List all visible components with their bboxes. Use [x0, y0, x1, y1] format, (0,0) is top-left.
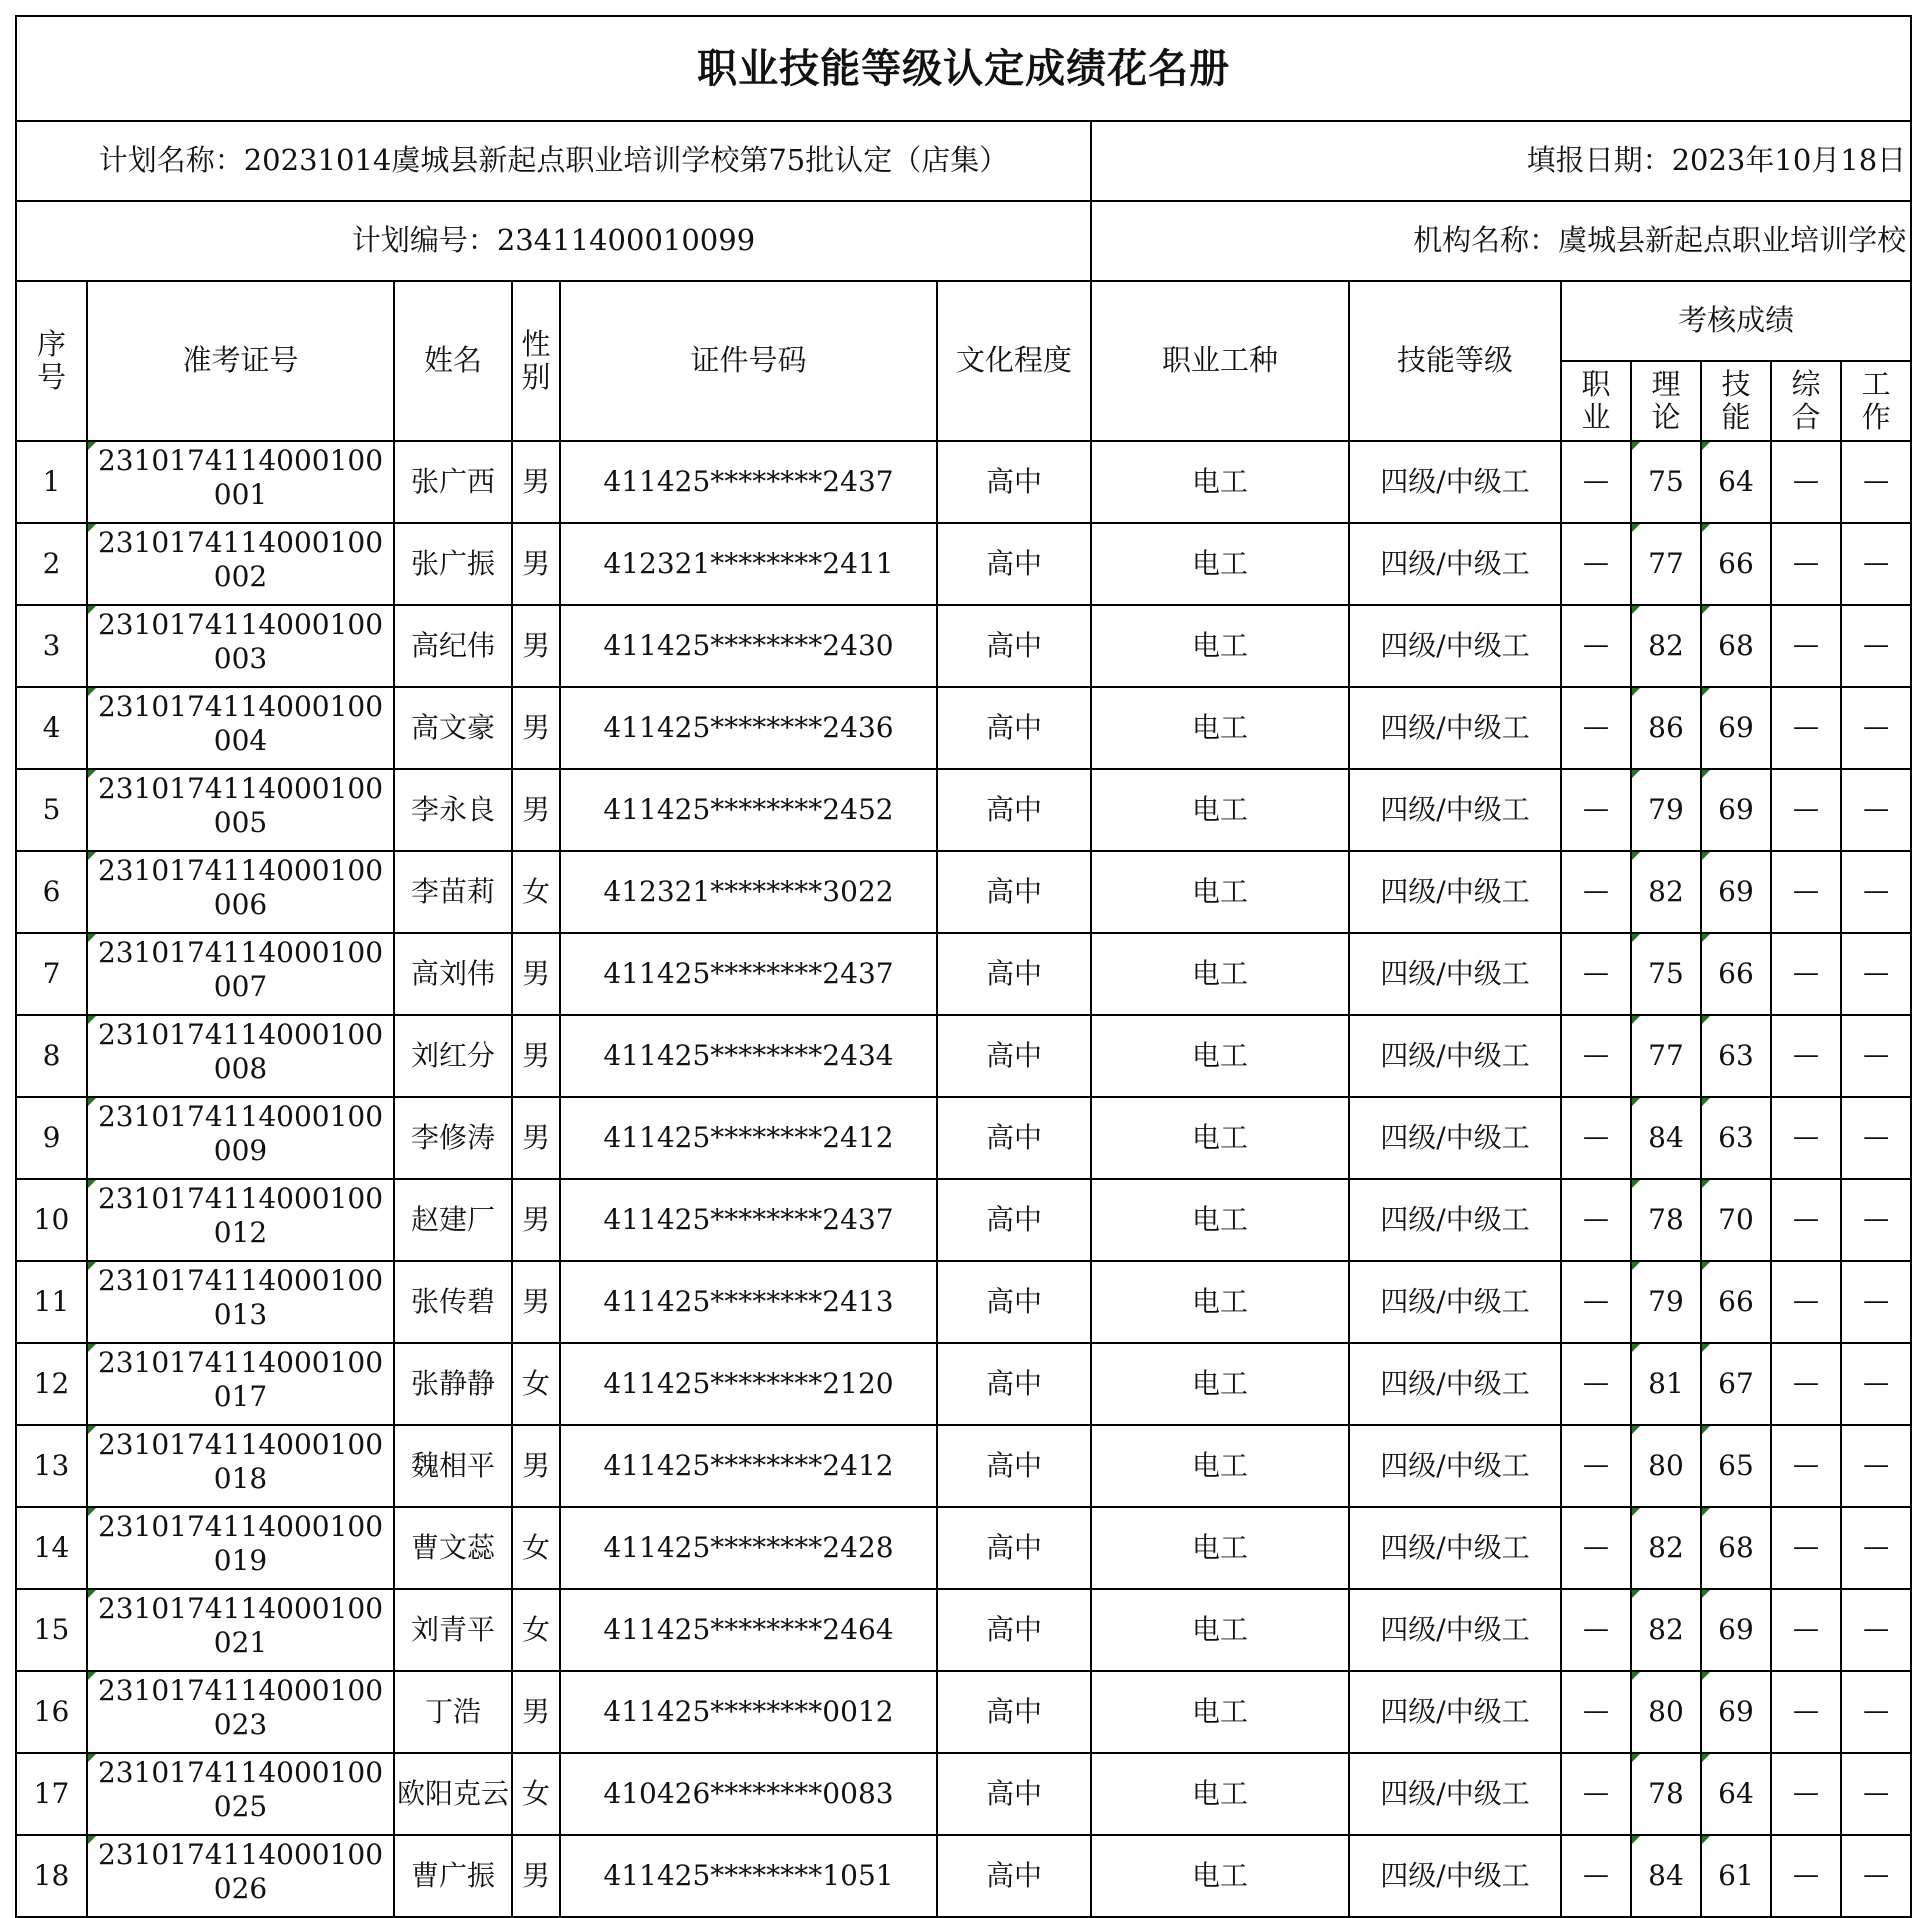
- row-admit-no: 2310174114000100007: [87, 933, 394, 1015]
- table-row: [16, 933, 1911, 1015]
- row-seq: 4: [16, 687, 87, 769]
- row-education: 高中: [937, 687, 1091, 769]
- header-score-work: 工作: [1841, 361, 1911, 441]
- row-id-no: 411425********2452: [560, 769, 937, 851]
- row-score-theory: 79: [1631, 1261, 1701, 1343]
- row-skill-level: 四级/中级工: [1349, 1179, 1561, 1261]
- row-score-skill: 69: [1701, 687, 1771, 769]
- row-score-work: —: [1841, 1343, 1911, 1425]
- row-skill-level: 四级/中级工: [1349, 1097, 1561, 1179]
- row-score-comprehensive: —: [1771, 605, 1841, 687]
- table-row: [16, 1343, 1911, 1425]
- row-id-no: 411425********2412: [560, 1097, 937, 1179]
- row-occupation: 电工: [1091, 1671, 1349, 1753]
- row-score-professional: —: [1561, 441, 1631, 523]
- row-name: 刘红分: [394, 1015, 512, 1097]
- row-score-work: —: [1841, 1753, 1911, 1835]
- row-seq: 13: [16, 1425, 87, 1507]
- row-score-theory: 77: [1631, 523, 1701, 605]
- row-occupation: 电工: [1091, 523, 1349, 605]
- row-score-skill: 68: [1701, 605, 1771, 687]
- row-score-comprehensive: —: [1771, 933, 1841, 1015]
- row-score-skill: 64: [1701, 441, 1771, 523]
- row-admit-no: 2310174114000100017: [87, 1343, 394, 1425]
- table-row: [16, 769, 1911, 851]
- row-skill-level: 四级/中级工: [1349, 1015, 1561, 1097]
- row-score-theory: 82: [1631, 1589, 1701, 1671]
- row-education: 高中: [937, 1179, 1091, 1261]
- row-seq: 8: [16, 1015, 87, 1097]
- institution-name: 机构名称：虞城县新起点职业培训学校: [1091, 201, 1911, 281]
- row-seq: 3: [16, 605, 87, 687]
- row-skill-level: 四级/中级工: [1349, 1753, 1561, 1835]
- row-name: 魏相平: [394, 1425, 512, 1507]
- row-education: 高中: [937, 1589, 1091, 1671]
- row-occupation: 电工: [1091, 1015, 1349, 1097]
- row-score-skill: 63: [1701, 1097, 1771, 1179]
- row-seq: 11: [16, 1261, 87, 1343]
- row-score-skill: 64: [1701, 1753, 1771, 1835]
- row-education: 高中: [937, 1753, 1091, 1835]
- header-score-comprehensive: 综合: [1771, 361, 1841, 441]
- row-occupation: 电工: [1091, 605, 1349, 687]
- row-score-skill: 69: [1701, 851, 1771, 933]
- row-education: 高中: [937, 523, 1091, 605]
- row-id-no: 411425********1051: [560, 1835, 937, 1917]
- row-score-comprehensive: —: [1771, 1425, 1841, 1507]
- row-name: 张传碧: [394, 1261, 512, 1343]
- table-row: [16, 1671, 1911, 1753]
- row-gender: 男: [512, 1179, 560, 1261]
- header-admit-no: 准考证号: [87, 281, 394, 441]
- row-score-professional: —: [1561, 1671, 1631, 1753]
- row-admit-no: 2310174114000100023: [87, 1671, 394, 1753]
- row-score-theory: 82: [1631, 1507, 1701, 1589]
- table-row: [16, 1425, 1911, 1507]
- row-score-comprehensive: —: [1771, 441, 1841, 523]
- row-score-comprehensive: —: [1771, 1753, 1841, 1835]
- row-occupation: 电工: [1091, 687, 1349, 769]
- row-score-theory: 78: [1631, 1179, 1701, 1261]
- row-name: 张广西: [394, 441, 512, 523]
- row-score-work: —: [1841, 1097, 1911, 1179]
- table-row: [16, 1261, 1911, 1343]
- header-score-theory: 理论: [1631, 361, 1701, 441]
- row-score-theory: 82: [1631, 851, 1701, 933]
- row-skill-level: 四级/中级工: [1349, 1507, 1561, 1589]
- row-gender: 女: [512, 1589, 560, 1671]
- header-gender: 性别: [512, 281, 560, 441]
- header-score-professional: 职业: [1561, 361, 1631, 441]
- row-seq: 12: [16, 1343, 87, 1425]
- report-date: 填报日期：2023年10月18日: [1091, 121, 1911, 201]
- row-name: 李永良: [394, 769, 512, 851]
- row-education: 高中: [937, 1835, 1091, 1917]
- row-score-comprehensive: —: [1771, 1179, 1841, 1261]
- row-score-skill: 70: [1701, 1179, 1771, 1261]
- row-admit-no: 2310174114000100002: [87, 523, 394, 605]
- row-gender: 女: [512, 851, 560, 933]
- row-score-work: —: [1841, 441, 1911, 523]
- row-seq: 15: [16, 1589, 87, 1671]
- row-score-work: —: [1841, 769, 1911, 851]
- row-gender: 男: [512, 1425, 560, 1507]
- row-gender: 男: [512, 1835, 560, 1917]
- row-admit-no: 2310174114000100025: [87, 1753, 394, 1835]
- plan-name: 计划名称：20231014虞城县新起点职业培训学校第75批认定（店集）: [16, 121, 1091, 201]
- row-name: 丁浩: [394, 1671, 512, 1753]
- row-name: 李修涛: [394, 1097, 512, 1179]
- row-score-professional: —: [1561, 1835, 1631, 1917]
- row-admit-no: 2310174114000100021: [87, 1589, 394, 1671]
- row-skill-level: 四级/中级工: [1349, 769, 1561, 851]
- row-score-skill: 63: [1701, 1015, 1771, 1097]
- row-score-work: —: [1841, 933, 1911, 1015]
- row-score-skill: 69: [1701, 769, 1771, 851]
- row-score-professional: —: [1561, 1753, 1631, 1835]
- row-score-comprehensive: —: [1771, 1097, 1841, 1179]
- row-name: 高刘伟: [394, 933, 512, 1015]
- row-seq: 1: [16, 441, 87, 523]
- row-skill-level: 四级/中级工: [1349, 687, 1561, 769]
- row-score-comprehensive: —: [1771, 1015, 1841, 1097]
- row-admit-no: 2310174114000100012: [87, 1179, 394, 1261]
- row-score-work: —: [1841, 1179, 1911, 1261]
- row-name: 刘青平: [394, 1589, 512, 1671]
- row-gender: 男: [512, 1015, 560, 1097]
- row-education: 高中: [937, 1343, 1091, 1425]
- row-score-skill: 65: [1701, 1425, 1771, 1507]
- row-occupation: 电工: [1091, 1507, 1349, 1589]
- table-row: [16, 687, 1911, 769]
- row-score-comprehensive: —: [1771, 523, 1841, 605]
- row-admit-no: 2310174114000100004: [87, 687, 394, 769]
- row-gender: 男: [512, 441, 560, 523]
- row-score-professional: —: [1561, 933, 1631, 1015]
- header-score-skill: 技能: [1701, 361, 1771, 441]
- row-score-theory: 80: [1631, 1671, 1701, 1753]
- row-seq: 17: [16, 1753, 87, 1835]
- row-skill-level: 四级/中级工: [1349, 851, 1561, 933]
- row-score-professional: —: [1561, 687, 1631, 769]
- plan-number: 计划编号：23411400010099: [16, 201, 1091, 281]
- row-seq: 16: [16, 1671, 87, 1753]
- row-skill-level: 四级/中级工: [1349, 1671, 1561, 1753]
- table-row: [16, 605, 1911, 687]
- table-row: [16, 523, 1911, 605]
- row-score-skill: 69: [1701, 1671, 1771, 1753]
- row-score-skill: 66: [1701, 933, 1771, 1015]
- row-education: 高中: [937, 1015, 1091, 1097]
- row-score-professional: —: [1561, 1097, 1631, 1179]
- row-score-theory: 75: [1631, 933, 1701, 1015]
- row-id-no: 411425********2430: [560, 605, 937, 687]
- row-gender: 女: [512, 1507, 560, 1589]
- row-name: 张广振: [394, 523, 512, 605]
- row-score-professional: —: [1561, 1261, 1631, 1343]
- row-occupation: 电工: [1091, 1179, 1349, 1261]
- row-name: 欧阳克云: [394, 1753, 512, 1835]
- row-score-theory: 77: [1631, 1015, 1701, 1097]
- row-skill-level: 四级/中级工: [1349, 1343, 1561, 1425]
- header-seq: 序号: [16, 281, 87, 441]
- row-skill-level: 四级/中级工: [1349, 1261, 1561, 1343]
- row-score-theory: 78: [1631, 1753, 1701, 1835]
- header-education: 文化程度: [937, 281, 1091, 441]
- row-score-professional: —: [1561, 851, 1631, 933]
- row-admit-no: 2310174114000100026: [87, 1835, 394, 1917]
- row-score-professional: —: [1561, 769, 1631, 851]
- row-score-professional: —: [1561, 1507, 1631, 1589]
- row-admit-no: 2310174114000100008: [87, 1015, 394, 1097]
- row-score-skill: 66: [1701, 523, 1771, 605]
- row-admit-no: 2310174114000100001: [87, 441, 394, 523]
- row-gender: 男: [512, 523, 560, 605]
- row-score-professional: —: [1561, 1015, 1631, 1097]
- row-id-no: 411425********2437: [560, 933, 937, 1015]
- row-score-comprehensive: —: [1771, 851, 1841, 933]
- row-score-comprehensive: —: [1771, 1261, 1841, 1343]
- row-occupation: 电工: [1091, 769, 1349, 851]
- row-seq: 9: [16, 1097, 87, 1179]
- row-id-no: 411425********0012: [560, 1671, 937, 1753]
- row-seq: 2: [16, 523, 87, 605]
- row-education: 高中: [937, 1425, 1091, 1507]
- row-education: 高中: [937, 933, 1091, 1015]
- row-id-no: 411425********2120: [560, 1343, 937, 1425]
- row-score-comprehensive: —: [1771, 1343, 1841, 1425]
- table-row: [16, 1179, 1911, 1261]
- table-row: [16, 851, 1911, 933]
- row-gender: 男: [512, 605, 560, 687]
- row-score-theory: 84: [1631, 1835, 1701, 1917]
- row-seq: 6: [16, 851, 87, 933]
- row-gender: 男: [512, 1671, 560, 1753]
- row-score-work: —: [1841, 1425, 1911, 1507]
- row-occupation: 电工: [1091, 1835, 1349, 1917]
- row-occupation: 电工: [1091, 1261, 1349, 1343]
- row-score-theory: 86: [1631, 687, 1701, 769]
- row-seq: 7: [16, 933, 87, 1015]
- row-score-work: —: [1841, 1835, 1911, 1917]
- row-seq: 5: [16, 769, 87, 851]
- table-row: [16, 1097, 1911, 1179]
- row-score-professional: —: [1561, 1179, 1631, 1261]
- row-score-theory: 81: [1631, 1343, 1701, 1425]
- row-education: 高中: [937, 1671, 1091, 1753]
- row-id-no: 412321********3022: [560, 851, 937, 933]
- header-id-no: 证件号码: [560, 281, 937, 441]
- row-admit-no: 2310174114000100005: [87, 769, 394, 851]
- row-admit-no: 2310174114000100009: [87, 1097, 394, 1179]
- row-education: 高中: [937, 441, 1091, 523]
- row-admit-no: 2310174114000100018: [87, 1425, 394, 1507]
- row-education: 高中: [937, 1097, 1091, 1179]
- row-score-comprehensive: —: [1771, 1589, 1841, 1671]
- row-gender: 男: [512, 1261, 560, 1343]
- row-skill-level: 四级/中级工: [1349, 1589, 1561, 1671]
- table-row: [16, 1015, 1911, 1097]
- row-gender: 男: [512, 687, 560, 769]
- row-score-skill: 67: [1701, 1343, 1771, 1425]
- row-gender: 男: [512, 933, 560, 1015]
- row-seq: 10: [16, 1179, 87, 1261]
- row-score-comprehensive: —: [1771, 1835, 1841, 1917]
- row-score-skill: 69: [1701, 1589, 1771, 1671]
- table-row: [16, 1753, 1911, 1835]
- row-score-professional: —: [1561, 523, 1631, 605]
- row-score-work: —: [1841, 1507, 1911, 1589]
- row-skill-level: 四级/中级工: [1349, 1425, 1561, 1507]
- table-row: [16, 1589, 1911, 1671]
- table-row: [16, 1507, 1911, 1589]
- row-education: 高中: [937, 769, 1091, 851]
- row-score-professional: —: [1561, 1425, 1631, 1507]
- row-score-theory: 80: [1631, 1425, 1701, 1507]
- row-id-no: 410426********0083: [560, 1753, 937, 1835]
- row-score-professional: —: [1561, 605, 1631, 687]
- row-id-no: 411425********2412: [560, 1425, 937, 1507]
- page-title: 职业技能等级认定成绩花名册: [16, 16, 1911, 121]
- row-id-no: 411425********2437: [560, 1179, 937, 1261]
- row-occupation: 电工: [1091, 1425, 1349, 1507]
- table-row: [16, 441, 1911, 523]
- header-scores-group: 考核成绩: [1561, 281, 1911, 361]
- row-score-theory: 84: [1631, 1097, 1701, 1179]
- row-name: 曹广振: [394, 1835, 512, 1917]
- row-skill-level: 四级/中级工: [1349, 523, 1561, 605]
- row-seq: 18: [16, 1835, 87, 1917]
- row-occupation: 电工: [1091, 1753, 1349, 1835]
- row-score-comprehensive: —: [1771, 687, 1841, 769]
- row-score-work: —: [1841, 1589, 1911, 1671]
- row-name: 高文豪: [394, 687, 512, 769]
- row-id-no: 411425********2434: [560, 1015, 937, 1097]
- row-occupation: 电工: [1091, 441, 1349, 523]
- row-id-no: 411425********2437: [560, 441, 937, 523]
- row-score-comprehensive: —: [1771, 1671, 1841, 1753]
- row-score-professional: —: [1561, 1343, 1631, 1425]
- row-score-work: —: [1841, 687, 1911, 769]
- row-skill-level: 四级/中级工: [1349, 605, 1561, 687]
- row-skill-level: 四级/中级工: [1349, 441, 1561, 523]
- header-occupation: 职业工种: [1091, 281, 1349, 441]
- row-occupation: 电工: [1091, 1097, 1349, 1179]
- table-row: [16, 1835, 1911, 1917]
- header-skill-level: 技能等级: [1349, 281, 1561, 441]
- row-name: 赵建厂: [394, 1179, 512, 1261]
- row-skill-level: 四级/中级工: [1349, 933, 1561, 1015]
- row-name: 曹文蕊: [394, 1507, 512, 1589]
- row-score-work: —: [1841, 1261, 1911, 1343]
- row-id-no: 412321********2411: [560, 523, 937, 605]
- row-id-no: 411425********2413: [560, 1261, 937, 1343]
- header-name: 姓名: [394, 281, 512, 441]
- row-occupation: 电工: [1091, 851, 1349, 933]
- row-education: 高中: [937, 851, 1091, 933]
- row-id-no: 411425********2464: [560, 1589, 937, 1671]
- row-education: 高中: [937, 605, 1091, 687]
- row-score-work: —: [1841, 523, 1911, 605]
- row-gender: 女: [512, 1343, 560, 1425]
- row-score-theory: 79: [1631, 769, 1701, 851]
- row-score-professional: —: [1561, 1589, 1631, 1671]
- row-occupation: 电工: [1091, 1589, 1349, 1671]
- row-id-no: 411425********2428: [560, 1507, 937, 1589]
- score-roster-table: [15, 15, 1912, 1918]
- row-score-theory: 75: [1631, 441, 1701, 523]
- row-name: 李苗莉: [394, 851, 512, 933]
- row-score-skill: 61: [1701, 1835, 1771, 1917]
- row-skill-level: 四级/中级工: [1349, 1835, 1561, 1917]
- row-score-work: —: [1841, 605, 1911, 687]
- row-seq: 14: [16, 1507, 87, 1589]
- row-admit-no: 2310174114000100019: [87, 1507, 394, 1589]
- row-admit-no: 2310174114000100006: [87, 851, 394, 933]
- row-gender: 女: [512, 1753, 560, 1835]
- row-score-skill: 66: [1701, 1261, 1771, 1343]
- row-education: 高中: [937, 1261, 1091, 1343]
- row-gender: 男: [512, 769, 560, 851]
- row-id-no: 411425********2436: [560, 687, 937, 769]
- row-gender: 男: [512, 1097, 560, 1179]
- row-name: 高纪伟: [394, 605, 512, 687]
- row-score-work: —: [1841, 1671, 1911, 1753]
- row-admit-no: 2310174114000100013: [87, 1261, 394, 1343]
- row-score-work: —: [1841, 851, 1911, 933]
- row-admit-no: 2310174114000100003: [87, 605, 394, 687]
- row-score-comprehensive: —: [1771, 769, 1841, 851]
- row-score-work: —: [1841, 1015, 1911, 1097]
- row-name: 张静静: [394, 1343, 512, 1425]
- row-score-skill: 68: [1701, 1507, 1771, 1589]
- row-score-comprehensive: —: [1771, 1507, 1841, 1589]
- row-education: 高中: [937, 1507, 1091, 1589]
- row-occupation: 电工: [1091, 1343, 1349, 1425]
- row-score-theory: 82: [1631, 605, 1701, 687]
- row-occupation: 电工: [1091, 933, 1349, 1015]
